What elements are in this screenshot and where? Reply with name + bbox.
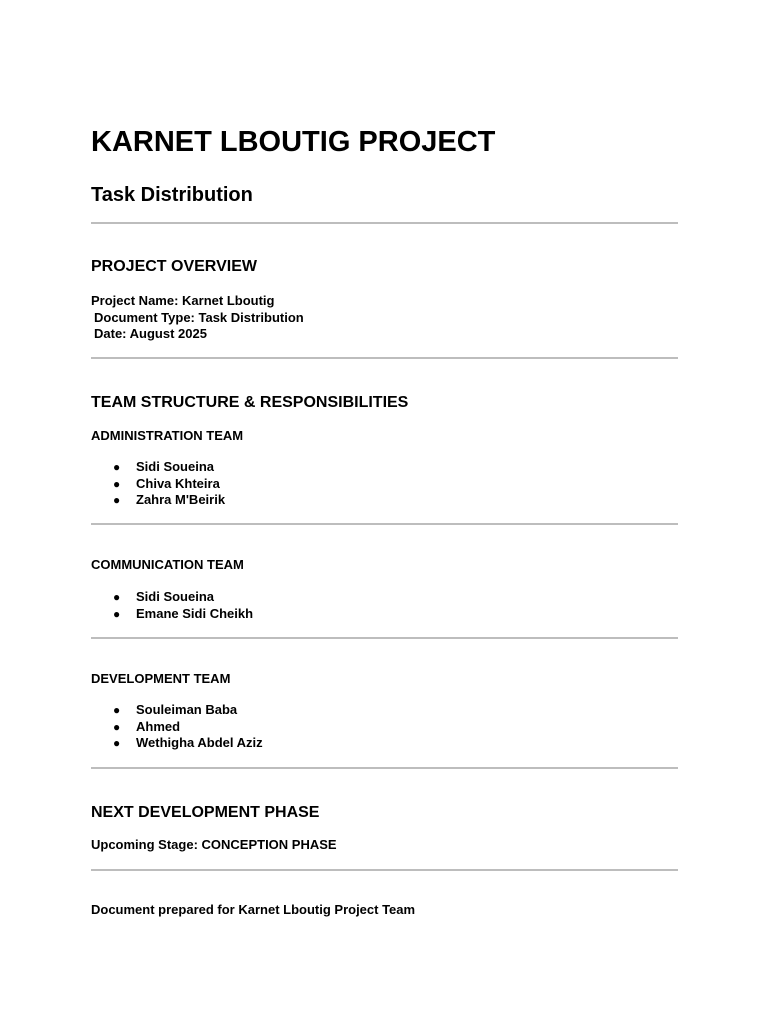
bullet-icon: ● <box>113 606 121 621</box>
upcoming-stage: Upcoming Stage: CONCEPTION PHASE <box>91 837 337 852</box>
team-member-name: Zahra M'Beirik <box>136 492 226 507</box>
team-member-name: Souleiman Baba <box>136 702 238 717</box>
section-divider <box>91 767 678 769</box>
team-structure-heading: TEAM STRUCTURE & RESPONSIBILITIES <box>91 394 409 411</box>
section-divider <box>91 523 678 525</box>
footer-note: Document prepared for Karnet Lboutig Project Team <box>91 902 416 917</box>
section-divider <box>91 357 678 359</box>
overview-heading: PROJECT OVERVIEW <box>91 258 257 275</box>
bullet-icon: ● <box>113 736 121 750</box>
bullet-icon: ● <box>113 590 121 604</box>
team-member-name: Sidi Soueina <box>136 589 215 604</box>
overview-project-name: Project Name: Karnet Lboutig <box>91 293 275 308</box>
bullet-icon: ● <box>113 460 121 474</box>
team-heading-development: DEVELOPMENT TEAM <box>91 671 231 686</box>
bullet-icon: ● <box>113 703 121 717</box>
bullet-icon: ● <box>113 476 121 491</box>
section-divider <box>91 637 678 639</box>
document-title: KARNET LBOUTIG PROJECT <box>91 126 496 158</box>
overview-date: Date: August 2025 <box>94 326 207 341</box>
team-member-name: Chiva Khteira <box>136 475 220 491</box>
document-subtitle: Task Distribution <box>91 184 253 206</box>
overview-document-type: Document Type: Task Distribution <box>94 309 304 325</box>
bullet-icon: ● <box>113 493 121 507</box>
section-divider <box>91 222 678 224</box>
team-member-name: Ahmed <box>136 718 181 734</box>
team-member-name: Emane Sidi Cheikh <box>136 605 254 621</box>
section-divider <box>91 869 678 871</box>
next-phase-heading: NEXT DEVELOPMENT PHASE <box>91 804 320 821</box>
bullet-icon: ● <box>113 719 121 734</box>
team-heading-administration: ADMINISTRATION TEAM <box>91 428 244 443</box>
team-member-name: Wethigha Abdel Aziz <box>136 735 263 750</box>
team-member-name: Sidi Soueina <box>136 459 215 474</box>
team-heading-communication: COMMUNICATION TEAM <box>91 557 244 572</box>
